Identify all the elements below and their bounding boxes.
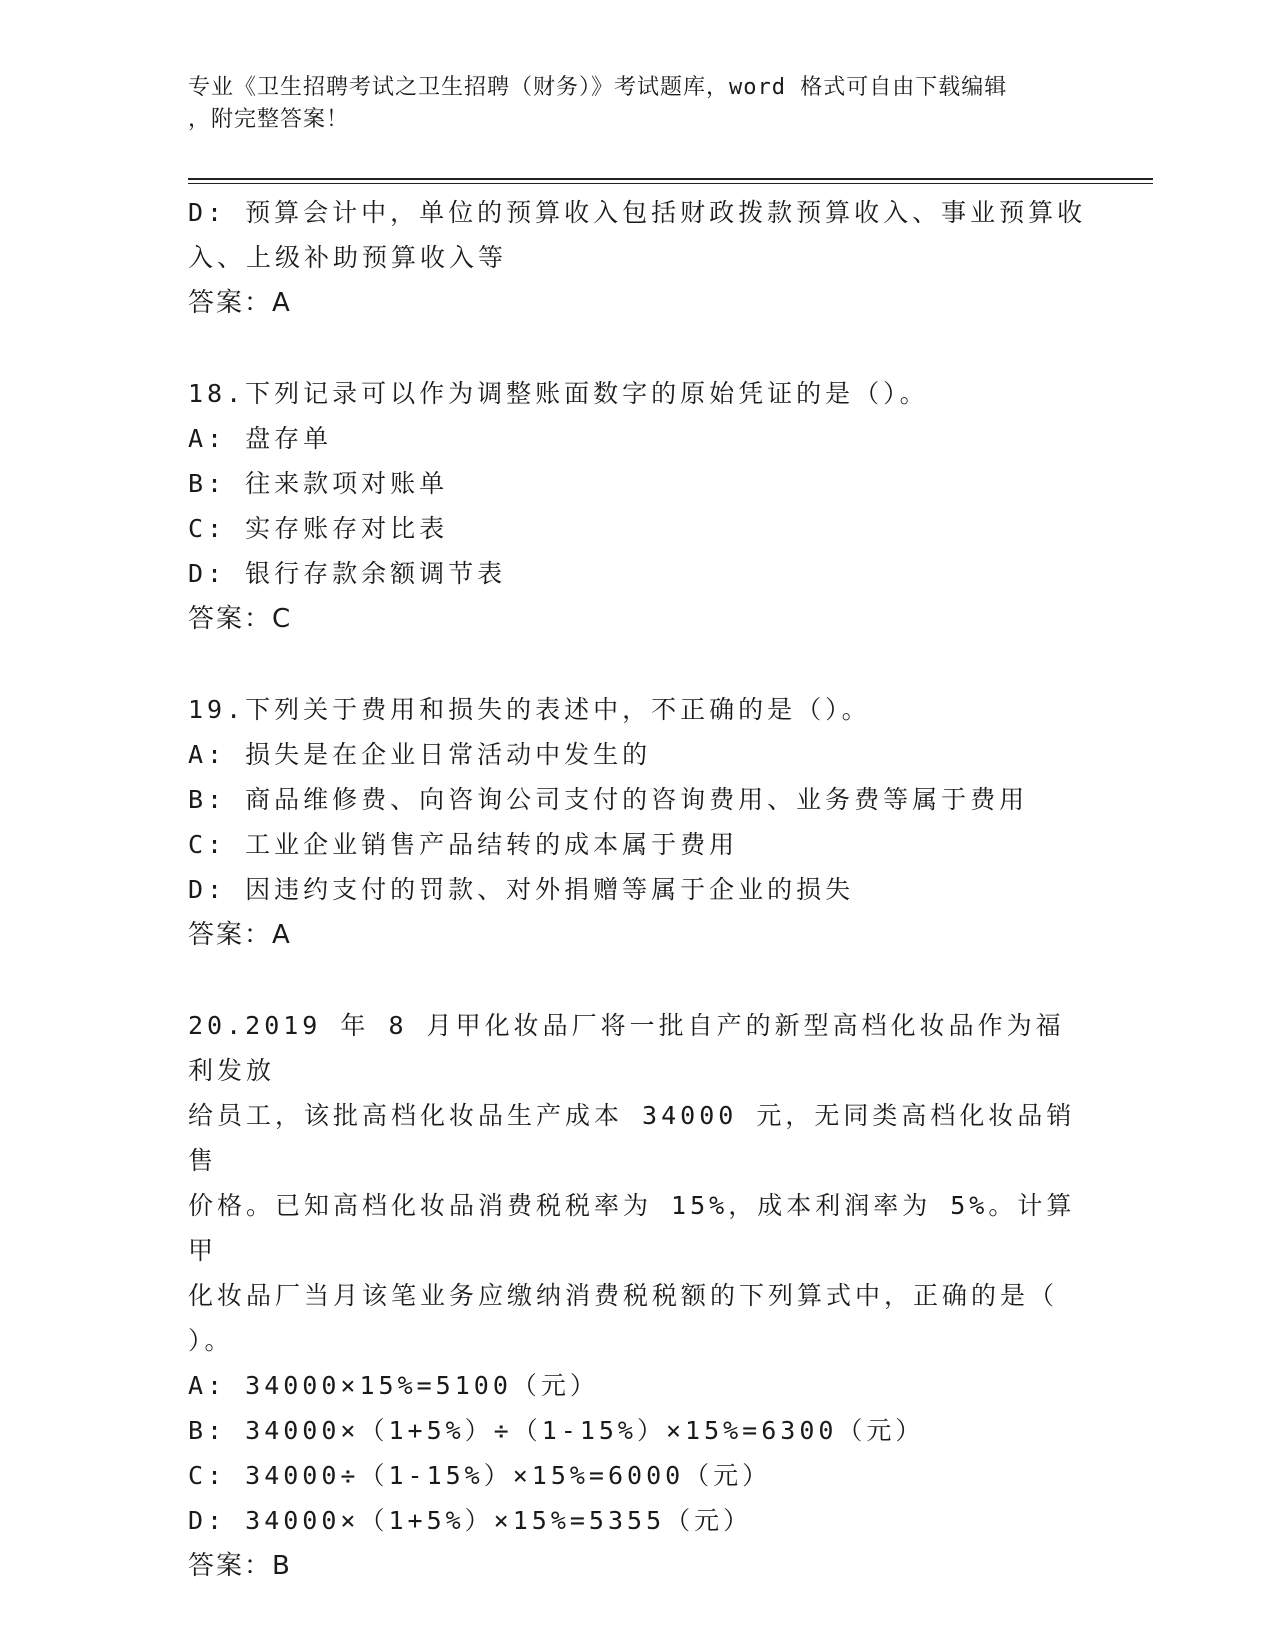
question-stem-continued: 化妆品厂当月该笔业务应缴纳消费税税额的下列算式中，正确的是（ (188, 1281, 1059, 1310)
option-d: D: 预算会计中，单位的预算收入包括财政拨款预算收入、事业预算收 (188, 198, 1087, 227)
spacer (188, 959, 1088, 1003)
question-19 (188, 687, 1088, 959)
option-b: B: 商品维修费、向咨询公司支付的咨询费用、业务费等属于费用 (188, 785, 1029, 814)
answer: 答案：A (188, 920, 292, 950)
option-a: A: 34000×15%=5100（元） (188, 1371, 599, 1400)
spacer (188, 327, 1088, 371)
question-stem: 18.下列记录可以作为调整账面数字的原始凭证的是（）。 (188, 379, 929, 408)
spacer (188, 643, 1088, 687)
option-a: A: 盘存单 (188, 424, 333, 453)
question-content (188, 190, 1088, 1590)
question-stem-continued: 价格。已知高档化妆品消费税税率为 15%，成本利润率为 5%。计算甲 (188, 1191, 1076, 1265)
option-d: D: 因违约支付的罚款、对外捐赠等属于企业的损失 (188, 875, 855, 904)
question-stem: 20.2019 年 8 月甲化妆品厂将一批自产的新型高档化妆品作为福利发放 (188, 1011, 1065, 1085)
option-b: B: 34000×（1+5%）÷（1-15%）×15%=6300（元） (188, 1416, 925, 1445)
question-18 (188, 371, 1088, 643)
answer: 答案：C (188, 604, 293, 634)
header-divider-thick (188, 178, 1153, 180)
option-c: C: 工业企业销售产品结转的成本属于费用 (188, 830, 739, 859)
option-c: C: 实存账存对比表 (188, 514, 449, 543)
question-stem: 19.下列关于费用和损失的表述中，不正确的是（）。 (188, 695, 871, 724)
header-line-2: ，附完整答案！ (188, 107, 350, 132)
option-d: D: 银行存款余额调节表 (188, 559, 507, 588)
prev-question-block (188, 190, 1088, 327)
header-line-1: 专业《卫生招聘考试之卫生招聘（财务）》考试题库，word 格式可自由下载编辑 (188, 75, 1008, 100)
document-header (188, 72, 1088, 136)
question-20 (188, 1003, 1088, 1590)
question-stem-continued: 给员工，该批高档化妆品生产成本 34000 元，无同类高档化妆品销售 (188, 1101, 1076, 1175)
answer: 答案：A (188, 288, 292, 318)
option-b: B: 往来款项对账单 (188, 469, 449, 498)
option-d: D: 34000×（1+5%）×15%=5355（元） (188, 1506, 753, 1535)
option-d-continued: 入、上级补助预算收入等 (188, 243, 508, 272)
option-c: C: 34000÷（1-15%）×15%=6000（元） (188, 1461, 772, 1490)
answer: 答案：B (188, 1551, 292, 1581)
header-divider-thin (188, 183, 1153, 184)
question-stem-continued: ）。 (188, 1326, 234, 1355)
option-a: A: 损失是在企业日常活动中发生的 (188, 740, 652, 769)
